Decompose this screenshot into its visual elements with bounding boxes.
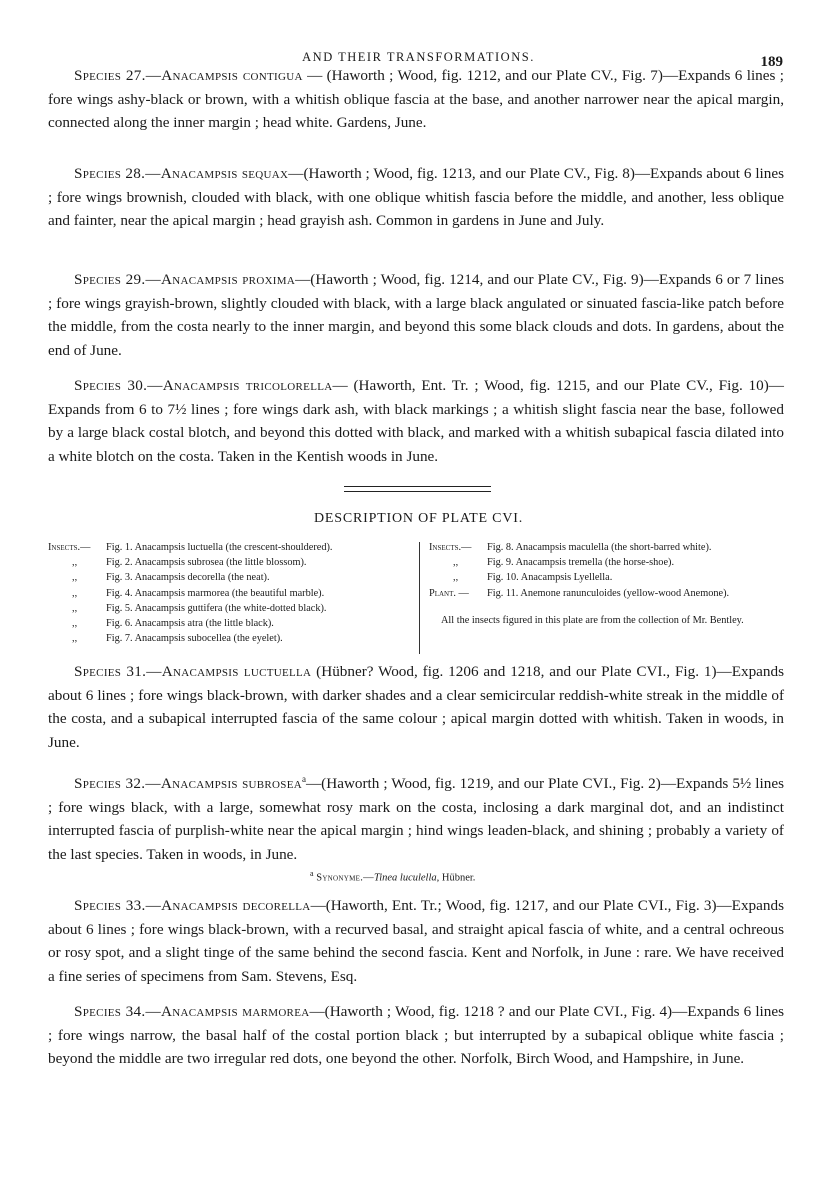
plate-figures-right-column [429,540,789,628]
ditto-mark: ,, [72,557,78,569]
species-33-text: —(Haworth, Ent. Tr.; Wood, fig. 1217, and our Plate CVI., Fig. 3)—Expands about 6 lines ; fore wings black-brown, with a recurved basal, and straight apical fascia of white, and a central ochreous or rosy spot, and a slight tinge of the same behind the second fascia. Kent and Norfolk, in June : rare. We have received a fine series of specimens from Sam. Stevens, Esq. [48,897,784,985]
figure-caption: Anacampsis Lyellella. [520,572,613,584]
footnote-label: Synonyme.— [316,872,374,884]
running-head: AND THEIR TRANSFORMATIONS. [302,50,535,64]
ditto-mark: ,, [72,587,78,599]
figure-category: Insects.— [48,542,91,553]
ditto-mark: ,, [453,557,459,569]
species-34-text: —(Haworth ; Wood, fig. 1218 ? and our Plate CVI., Fig. 4)—Expands 6 lines ; fore wings narrow, the basal half of the costal portion black ; but interrupted by a subapical oblique white fascia ; beyond the middle are two irregular red dots, one beyond the other. Norfolk, Birch Wood, and Hampshire, in June. [48,1003,785,1067]
footnote-ref: a [301,774,306,784]
species-34-label: Species 34.—Anacampsis marmorea [74,1003,310,1020]
plate-figure-line [429,570,789,585]
footnote-mark: a [310,869,314,878]
figure-number: Fig. 2. [106,557,133,569]
figure-number: Fig. 1. [106,542,133,553]
species-33-label: Species 33.—Anacampsis decorella [74,897,311,914]
ditto-mark: ,, [72,633,78,645]
figure-caption: Anacampsis luctuella (the crescent-shouldered). [134,542,333,553]
figure-number: Fig. 10. [487,572,519,584]
figure-caption: Anemone ranunculoides (yellow-wood Anemone). [520,587,730,599]
figure-number: Fig. 11. [487,587,519,599]
plate-figure-line [48,540,408,555]
footnote-author: Hübner. [439,872,476,884]
species-29-label: Species 29.—Anacampsis proxima [74,271,296,288]
figure-caption: Anacampsis guttifera (the white-dotted black). [134,602,327,614]
species-28-label: Species 28.—Anacampsis sequax [74,165,289,182]
figure-number: Fig. 4. [106,587,133,599]
page-number: 189 [760,54,783,70]
figure-number: Fig. 7. [106,633,133,645]
ditto-mark: ,, [72,618,78,630]
figure-caption: Anacampsis atra (the little black). [134,618,274,630]
footnote-species-name: Tinea luculella, [373,872,440,884]
species-29-entry [48,268,784,362]
species-28-entry [48,162,784,233]
plate-figure-line [48,631,408,646]
plate-figure-line [429,555,789,570]
ditto-mark: ,, [72,602,78,614]
plate-figure-line [48,555,408,570]
footnote [310,869,475,884]
figure-caption: Anacampsis marmorea (the beautiful marble). [134,587,325,599]
species-28-text: —(Haworth ; Wood, fig. 1213, and our Plate CV., Fig. 8)—Expands about 6 lines ; fore wings brownish, clouded with black, with one oblique whitish fascia before the middle, and another, less oblique and fainter, near the apical margin ; head grayish ash. Common in gardens in June and July. [48,165,785,229]
species-31-text: (Hübner? Wood, fig. 1206 and 1218, and our Plate CVI., Fig. 1)—Expands about 6 lines ; fore wings black-brown, with darker shades and a clear semicircular reddish-white streak in the middle of the costa, and a subapical interrupted fascia of the same colour ; apical margin dotted with whitish. Taken in woods, in June. [48,663,784,751]
species-32-text: —(Haworth ; Wood, fig. 1219, and our Plate CVI., Fig. 2)—Expands 5½ lines ; fore wings black, with a large, somewhat rosy mark on the costa, inclosing a dark marginal dot, and an indistinct interrupted fascia of purplish-white near the apical margin ; hind wings leaden-black, and shining ; probably a variety of the last species. Taken in woods, in June. [48,775,784,863]
column-divider [419,542,420,654]
ditto-mark: ,, [453,572,459,584]
plate-figure-line [48,601,408,616]
figure-caption: Anacampsis tremella (the horse-shoe). [515,557,675,569]
plate-collection-note: All the insects figured in this plate are from the collection of Mr. Bentley. [441,614,744,626]
species-31-entry [48,660,784,754]
figure-category: Insects.— [429,542,472,553]
figure-number: Fig. 5. [106,602,133,614]
species-30-label: Species 30.—Anacampsis tricolorella [74,377,333,394]
species-27-label: Species 27.—Anacampsis contigua [74,67,303,84]
figure-caption: Anacampsis maculella (the short-barred white). [515,542,712,553]
species-32-entry [48,768,784,866]
plate-figures-left-column [48,540,408,646]
plate-figure-line [48,570,408,585]
figure-caption: Anacampsis subocellea (the eyelet). [134,633,283,645]
figure-category: Plant. — [429,587,469,599]
species-30-text: — (Haworth, Ent. Tr. ; Wood, fig. 1215, and our Plate CV., Fig. 10)—Expands from 6 to 7½ lines ; fore wings dark ash, with black markings ; a whitish slight fascia near the base, followed by a large black costal blotch, and beyond this dotted with black, and marked with a whitish subapical fascia dilated into a white blotch on the costa. Taken in the Kentish woods in June. [48,377,784,465]
plate-figure-line [429,586,789,601]
ditto-mark: ,, [72,572,78,584]
figure-caption: Anacampsis decorella (the neat). [134,572,270,584]
species-32-label: Species 32.—Anacampsis subrosea [74,775,302,793]
figure-number: Fig. 9. [487,557,514,569]
species-33-entry [48,894,784,988]
figure-number: Fig. 6. [106,618,133,630]
plate-description-title: DESCRIPTION OF PLATE CVI. [313,511,523,526]
double-rule-bottom [344,491,491,492]
species-30-entry [48,374,784,468]
figure-number: Fig. 3. [106,572,133,584]
species-29-text: —(Haworth ; Wood, fig. 1214, and our Plate CV., Fig. 9)—Expands 6 or 7 lines ; fore wings grayish-brown, slightly clouded with black, with a large black angulated or sinuated fascia-like patch before the middle, from the costa nearly to the inner margin, and beyond this some black clouds and dots. In gardens, about the end of June. [48,271,784,359]
species-34-entry [48,1000,784,1071]
plate-figure-line [48,586,408,601]
double-rule-top [344,486,491,487]
plate-figure-line [48,616,408,631]
species-27-text: — (Haworth ; Wood, fig. 1212, and our Plate CV., Fig. 7)—Expands 6 lines ; fore wings ashy-black or brown, with a whitish oblique fascia at the base, and another narrower near the apical margin, connected along the inner margin ; head white. Gardens, June. [48,67,784,131]
species-31-label: Species 31.—Anacampsis luctuella [74,663,312,680]
figure-caption: Anacampsis subrosea (the little blossom). [134,557,307,569]
figure-number: Fig. 8. [487,542,514,553]
species-27-entry [48,64,784,135]
plate-figure-line [429,540,789,555]
